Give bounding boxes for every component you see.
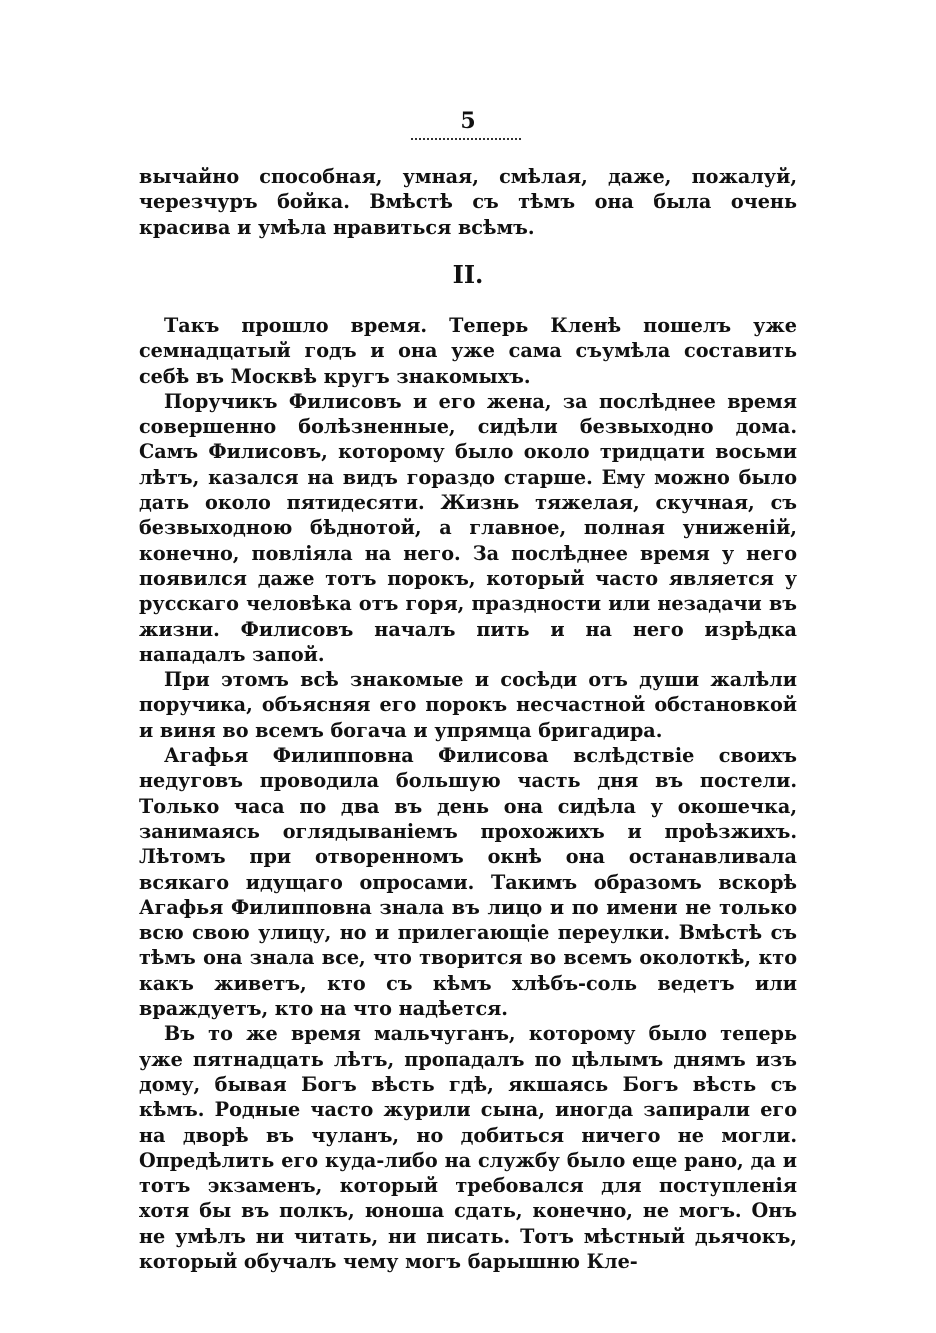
- chapter-body: [139, 313, 797, 1274]
- chapter-heading: II.: [452, 260, 484, 289]
- header-rule: [411, 138, 521, 140]
- page-number: 5: [460, 108, 476, 134]
- continuation-paragraph: вычайно способная, умная, смѣлая, даже, пожалуй, черезчуръ бойка. Вмѣстѣ съ тѣмъ она была очень красива и умѣла нравиться всѣмъ.: [139, 165, 797, 239]
- paragraph: Въ то же время мальчуганъ, которому было теперь уже пятнадцать лѣтъ, пропадалъ по цѣлымъ днямъ изъ дому, бывая Богъ вѣсть гдѣ, якшаясь Богъ вѣсть съ кѣмъ. Родные часто журили сына, иногда запирали его на дворѣ въ чуланъ, но добиться ничего не могли. Опредѣлить его куда-либо на службу было еще рано, да и тотъ экзаменъ, который требовался для поступленія хотя бы въ полкъ, юноша сдать, конечно, не могъ. Онъ не умѣлъ ни читать, ни писать. Тотъ мѣстный дьячокъ, который обучалъ чему могъ барышню Кле-: [139, 1022, 797, 1273]
- paragraph: Агафья Филипповна Филисова вслѣдствіе своихъ недуговъ проводила большую часть дня въ постели. Только часа по два въ день она сидѣла у окошечка, занимаясь оглядываніемъ прохожихъ и проѣзжихъ. Лѣтомъ при отворенномъ окнѣ она останавливала всякаго идущаго опросами. Такимъ образомъ вскорѣ Агафья Филипповна знала въ лицо и по имени не только всю свою улицу, но и прилегающіе переулки. Вмѣстѣ съ тѣмъ она знала все, что творится во всемъ околоткѣ, кто какъ живетъ, кто съ кѣмъ хлѣбъ-соль ведетъ или враждуетъ, кто на что надѣется.: [139, 744, 797, 1021]
- paragraph: При этомъ всѣ знакомые и сосѣди отъ души жалѣли поручика, объясняя его порокъ несчастной обстановкой и виня во всемъ богача и упрямца бригадира.: [139, 668, 797, 742]
- continuation-text-block: [139, 164, 797, 240]
- paragraph: Поручикъ Филисовъ и его жена, за послѣднее время совершенно болѣзненные, сидѣли безвыходно дома. Самъ Филисовъ, которому было около тридцати восьми лѣтъ, казался на видъ гораздо старше. Ему можно было дать около пятидесяти. Жизнь тяжелая, скучная, съ безвыходною бѣднотой, а главное, полная униженій, конечно, повліяла на него. За послѣднее время у него появился даже тотъ порокъ, который часто является у русскаго человѣка отъ горя, праздности или незадачи въ жизни. Филисовъ началъ пить и на него изрѣдка нападалъ запой.: [139, 389, 797, 666]
- paragraph: Такъ прошло время. Теперь Кленѣ пошелъ уже семнадцатый годъ и она уже сама съумѣла составить себѣ въ Москвѣ кругъ знакомыхъ.: [139, 314, 797, 388]
